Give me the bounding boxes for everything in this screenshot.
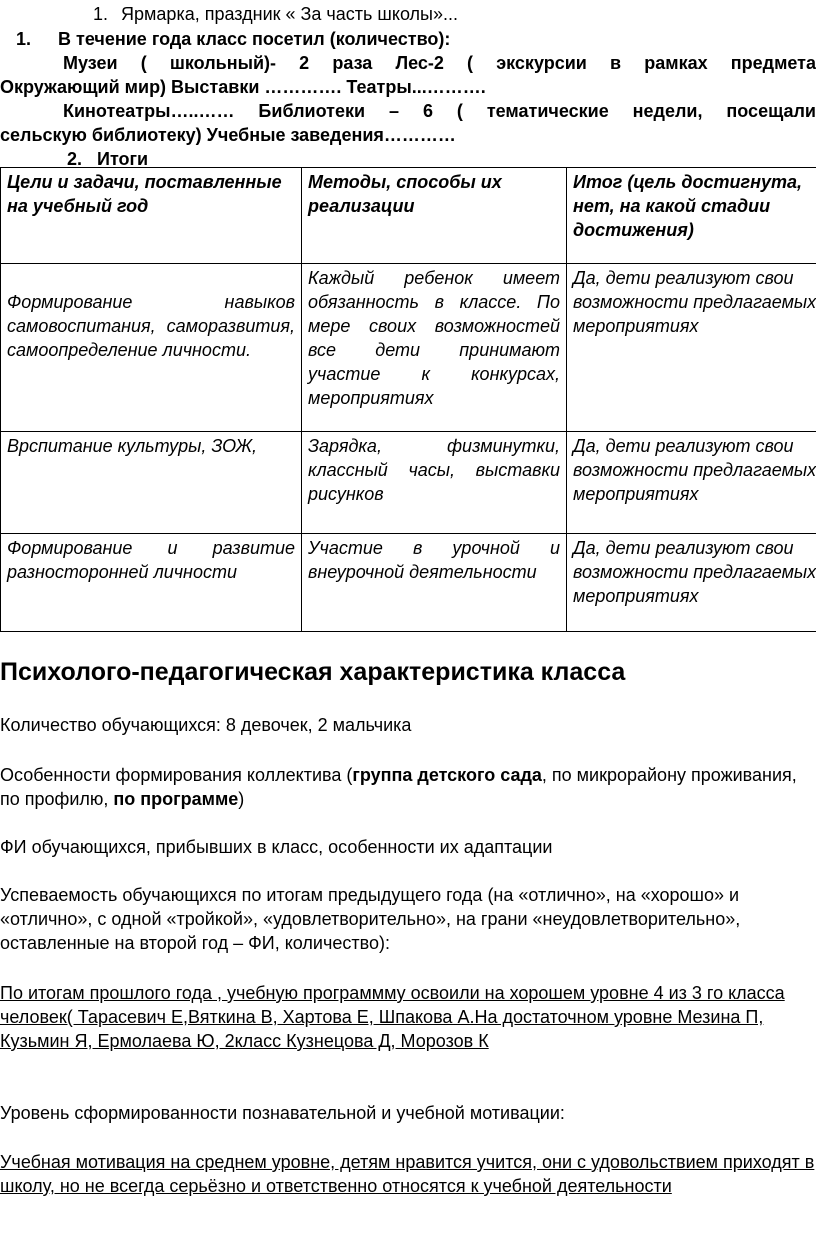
features-prefix: Особенности формирования коллектива ( [0, 765, 353, 785]
table-row [1, 432, 816, 534]
header-methods: Методы, способы их реализации [302, 168, 567, 264]
motivation-prompt: Уровень сформированности познавательной и учебной мотивации: [0, 1103, 565, 1123]
students-count: Количество обучающихся: 8 девочек, 2 мальчика [0, 715, 412, 735]
heading-text: В течение года класс посетил (количество): [58, 29, 451, 49]
table-row [1, 534, 816, 632]
header-goals: Цели и задачи, поставленные на учебный год [1, 168, 302, 264]
header-result: Итог (цель достигнута, нет, на какой стадии достижения) [567, 168, 816, 264]
list-number: 1. [93, 4, 109, 24]
results-number: 2. [67, 149, 83, 169]
results-table [0, 167, 816, 632]
cell-goal: Формирование навыков самовоспитания, саморазвития, самоопределение личности. [1, 264, 302, 432]
cell-result: Да, дети реализуют свои возможности предлагаемых мероприятиях [567, 432, 816, 534]
list-text: Ярмарка, праздник « За часть школы»... [121, 4, 459, 24]
arrived-students: ФИ обучающихся, прибывших в класс, особенности их адаптации [0, 837, 553, 857]
features-middle: , по микрорайону проживания, по профилю, [0, 765, 797, 809]
progress-answer: По итогам прошлого года , учебную программму освоили на хорошем уровне 4 из 3 го класса человек( Тарасевич Е,Вяткина В, Хартова Е, Шпакова А.На достаточном уровне Мезина П, Кузьмин Я, Ермолаева Ю, 2класс Кузнецова Д, Морозов К [0, 983, 785, 1051]
cell-method: Каждый ребенок имеет обязанность в классе. По мере своих возможностей все дети принимают участие к конкурсах, мероприятиях [302, 264, 567, 432]
cell-goal: Формирование и развитие разносторонней личности [1, 534, 302, 632]
visits-line-exhibitions: Окружающий мир) Выставки …………. Театры...………. [0, 77, 486, 97]
list-item-1 [93, 2, 458, 26]
visits-line-museums: Музеи ( школьный)- 2 раза Лес-2 ( экскурсии в рамках предмета [63, 53, 816, 73]
heading-number: 1. [16, 29, 32, 49]
visits-line-cinemas: Кинотеатры…..…… Библиотеки – 6 ( тематические недели, посещали [63, 101, 816, 121]
section-title: Психолого-педагогическая характеристика класса [0, 658, 626, 686]
progress-prompt: Успеваемость обучающихся по итогам предыдущего года (на «отлично», на «хорошо» и «отлично», с одной «тройкой», «удовлетворительно», на грани «неудовлетворительно», оставленные на второй год – ФИ, количество): [0, 885, 741, 953]
visits-heading [16, 27, 450, 51]
cell-result: Да, дети реализуют свои возможности предлагаемых мероприятиях [567, 534, 816, 632]
cell-method: Зарядка, физминутки, классный часы, выставки рисунков [302, 432, 567, 534]
features-bold-kindergarten: группа детского сада [352, 765, 542, 785]
features-suffix: ) [238, 789, 245, 809]
visits-line-library: сельскую библиотеку) Учебные заведения………… [0, 125, 456, 145]
cell-goal: Врспитание культуры, ЗОЖ, [1, 432, 302, 534]
cell-method: Участие в урочной и внеурочной деятельности [302, 534, 567, 632]
results-label: Итоги [97, 149, 149, 169]
features-bold-program: по программе [113, 789, 239, 809]
motivation-answer: Учебная мотивация на среднем уровне, детям нравится учится, они с удовольствием приходят в школу, но не всегда серьёзно и ответственно относятся к учебной деятельности [0, 1152, 815, 1196]
table-row [1, 264, 816, 432]
table-header-row [1, 168, 816, 264]
cell-result: Да, дети реализуют свои возможности предлагаемых мероприятиях [567, 264, 816, 432]
collective-features [0, 763, 816, 811]
